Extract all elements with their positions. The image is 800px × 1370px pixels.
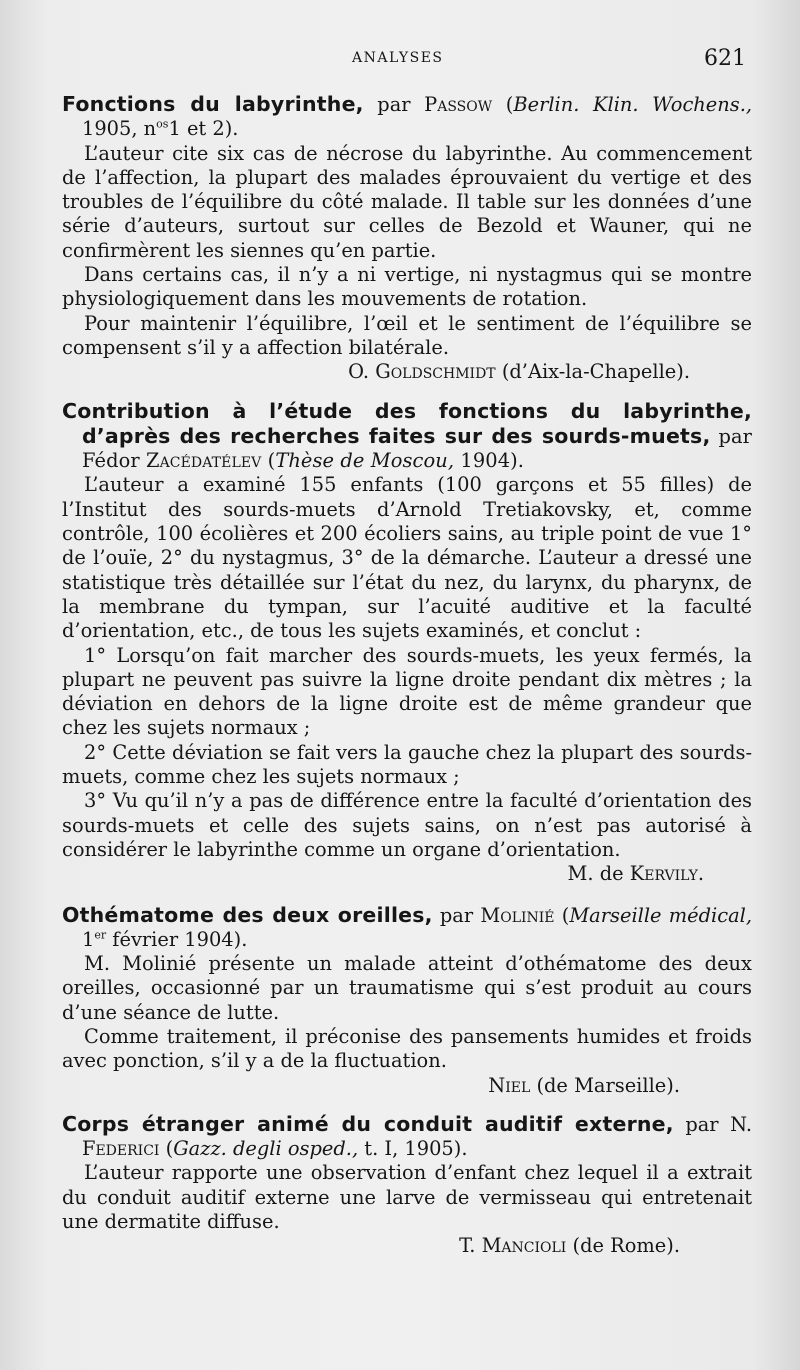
source-paren: ( [267,449,276,473]
article-source-sup: os [156,117,169,131]
running-title: ANALYSES [352,50,444,66]
article-source-rest: 1 [82,927,95,951]
paragraph: L’auteur cite six cas de nécrose du labyrinthe. Au commencement de l’affection, la plupart des malades éprouvaient du vertige et des troubles de l’équilibre du côté malade. Il table sur les données d’une série d’auteurs, surtout sur celles de Bezold et Wauner, qui ne confirmèrent les siennes qu’en partie. [62,141,752,262]
article-source-rest: t. I, 1905). [364,1137,468,1161]
paragraph: 2° Cette déviation se fait vers la gauche chez la plupart des sourds-muets, comme chez les sujets normaux ; [62,740,752,789]
article-source-end: février 1904). [112,927,248,951]
paragraph: L’auteur rapporte une observation d’enfant chez lequel il a extrait du conduit auditif externe une larve de vermisseau qui entretenait une dermatite diffuse. [62,1161,752,1234]
article-heading [62,92,752,142]
signature [62,1234,752,1258]
signature-name: Niel [488,1073,531,1097]
article-by: par N. [685,1112,752,1136]
source-paren: ( [561,903,570,927]
article-foreign-body [62,1112,752,1259]
article-title: Othématome des deux oreilles, [62,902,433,927]
paragraph: Comme traitement, il préconise des pansements humides et froids avec ponction, s’il y a de la fluctuation. [62,1024,752,1073]
paragraph: Pour maintenir l’équilibre, l’œil et le sentiment de l’équilibre se compensent s’il y a affection bilatérale. [62,311,752,359]
article-author: Passow [424,93,493,116]
signature-suffix: (de Marseille). [536,1073,680,1097]
paragraph: M. Molinié présente un malade atteint d’othématome des deux oreilles, occasionné par un traumatisme qui s’est produit au cours d’une séance de lutte. [62,952,752,1024]
article-source: Marseille médical, [569,903,752,927]
page-number: 621 [704,46,746,71]
article-heading [62,1112,752,1162]
signature-name: Kervily. [629,862,704,886]
article-by: par Fédor [82,424,752,473]
paragraph: 3° Vu qu’il n’y a pas de différence entre la faculté d’orientation des sourds-muets et celle des sujets sains, on n’est pas autorisé à considérer le labyrinthe comme un organe d’orientation. [62,789,752,861]
article-by: par [439,903,474,927]
paragraph: Dans certains cas, il n’y a ni vertige, ni nystagmus qui se montre physiologiquement dans les mouvements de rotation. [62,263,752,311]
signature [62,862,752,886]
source-paren: ( [165,1137,174,1161]
article-author: Molinié [480,903,555,927]
article-othematoma [62,903,752,1098]
signature [62,1074,752,1098]
article-labyrinth-functions [62,92,752,385]
running-head [0,46,800,72]
signature-name: Mancioli [481,1234,567,1258]
article-source-end: 1 et 2). [168,117,239,141]
signature-prefix: M. de [567,862,624,886]
paragraph: 1° Lorsqu’on fait marcher des sourds-muets, les yeux fermés, la plupart ne peuvent pas suivre la ligne droite pendant dix mètres ; la déviation en dehors de la ligne droite est de même grandeur que chez les sujets normaux ; [62,643,752,740]
article-heading [62,903,752,953]
article-by: par [377,93,411,116]
article-source-rest: 1904). [460,449,525,473]
article-deaf-mute-study [62,399,752,887]
article-author: Federici [82,1137,160,1161]
article-title: Contribution à l’étude des fonctions du labyrinthe, d’après des recherches faites sur des sourds-muets, [62,398,752,448]
article-title: Corps étranger animé du conduit auditif externe, [62,1111,674,1136]
article-author: Zacédatélev [146,449,262,473]
article-source-rest: 1905, n [82,117,157,141]
article-heading [62,399,752,474]
article-source: Berlin. Klin. Wochens., [513,93,753,116]
signature-name: Goldschmidt [375,360,496,384]
article-source: Thèse de Moscou, [275,449,455,473]
signature-suffix: (de Rome). [572,1234,680,1258]
signature-prefix: T. [459,1234,476,1258]
paragraph: L’auteur a examiné 155 enfants (100 garçons et 55 filles) de l’Institut des sourds-muets d’Arnold Tretiakovsky, et, comme contrôle, 100 écolières et 200 écoliers sains, au triple point de vue 1° de l’ouïe, 2° du nystagmus, 3° de la démarche. L’auteur a dressé une statistique très détaillée sur l’état du nez, du larynx, du pharynx, de la membrane du tympan, sur l’acuité auditive et la faculté d’orientation, etc., de tous les sujets examinés, et conclut : [62,473,752,643]
text-column [62,92,752,1259]
article-title: Fonctions du labyrinthe, [62,92,364,116]
article-source-sup: er [94,928,107,942]
signature-prefix: O. [348,360,370,384]
source-paren: ( [505,93,514,116]
article-source: Gazz. degli osped., [173,1137,359,1161]
signature-suffix: (d’Aix-la-Chapelle). [501,360,690,384]
signature [62,360,752,384]
